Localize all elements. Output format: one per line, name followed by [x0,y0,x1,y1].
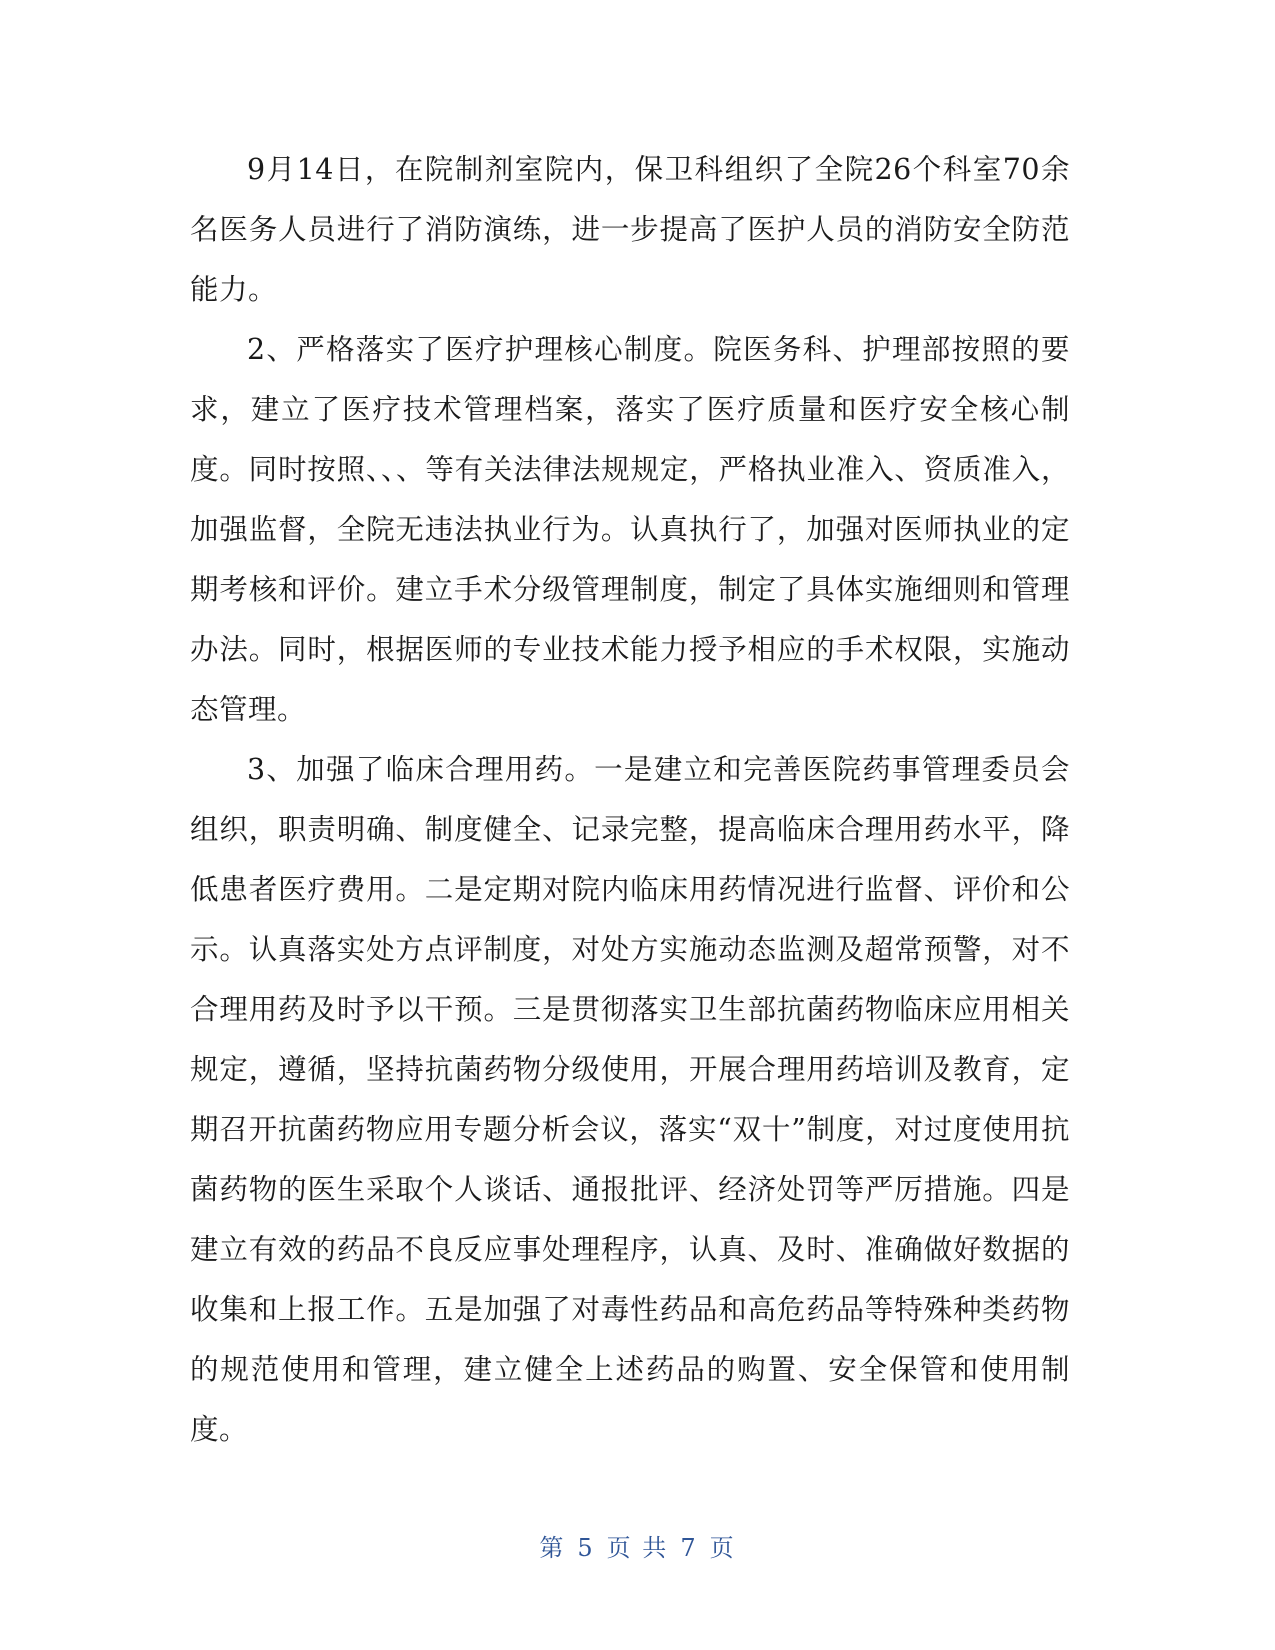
footer-suffix: 页 [709,1534,736,1562]
document-body [190,140,1070,1460]
footer-prefix: 第 [539,1534,566,1562]
paragraph-rational-drug-use: 3、加强了临床合理用药。一是建立和完善医院药事管理委员会组织，职责明确、制度健全、记录完整，提高临床合理用药水平，降低患者医疗费用。二是定期对院内临床用药情况进行监督、评价和公示。认真落实处方点评制度，对处方实施动态监测及超常预警，对不合理用药及时予以干预。三是贯彻落实卫生部抗菌药物临床应用相关规定，遵循，坚持抗菌药物分级使用，开展合理用药培训及教育，定期召开抗菌药物应用专题分析会议，落实“双十”制度，对过度使用抗菌药物的医生采取个人谈话、通报批评、经济处罚等严厉措施。四是建立有效的药品不良反应事处理程序，认真、及时、准确做好数据的收集和上报工作。五是加强了对毒性药品和高危药品等特殊种类药物的规范使用和管理，建立健全上述药品的购置、安全保管和使用制度。 [190,753,1070,1446]
paragraph-core-systems: 2、严格落实了医疗护理核心制度。院医务科、护理部按照的要求，建立了医疗技术管理档案，落实了医疗质量和医疗安全核心制度。同时按照、、、等有关法律法规规定，严格执业准入、资质准入，加强监督，全院无违法执业行为。认真执行了，加强对医师执业的定期考核和评价。建立手术分级管理制度，制定了具体实施细则和管理办法。同时，根据医师的专业技术能力授予相应的手术权限，实施动态管理。 [190,333,1070,726]
paragraph-fire-drill: 9月14日，在院制剂室院内，保卫科组织了全院26个科室70余名医务人员进行了消防演练，进一步提高了医护人员的消防安全防范能力。 [190,153,1070,306]
current-page-number: 5 [577,1534,595,1562]
footer-middle: 页 共 [606,1534,669,1562]
total-pages-number: 7 [680,1534,698,1562]
page-footer [0,1528,1275,1563]
